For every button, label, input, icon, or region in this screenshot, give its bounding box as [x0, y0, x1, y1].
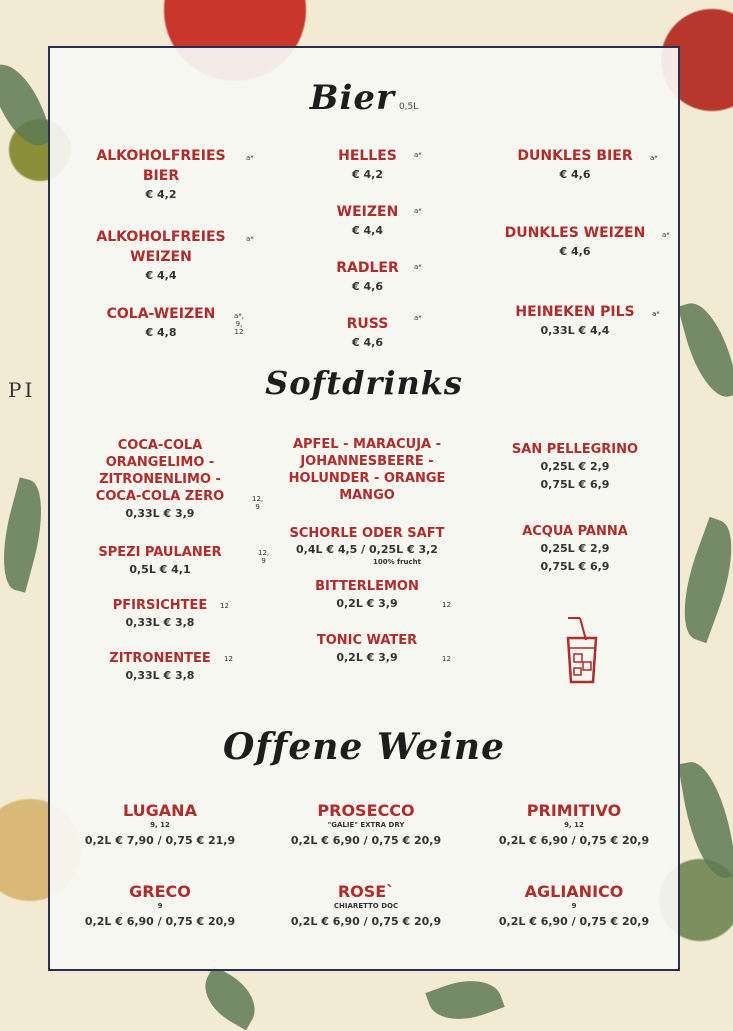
menu-item-russ — [310, 314, 425, 352]
item-price: 0,2L € 6,90 / 0,75 € 20,9 — [290, 915, 442, 928]
weine-title: Offene Weine — [223, 726, 505, 768]
menu-item-aglianico — [484, 882, 664, 931]
menu-item-prosecco — [276, 801, 456, 850]
item-price: 0,2L € 6,90 / 0,75 € 20,9 — [498, 834, 650, 847]
item-price: 0,2L € 7,90 / 0,75 € 21,9 — [84, 834, 236, 847]
item-price: 0,25L € 2,9 — [540, 460, 610, 473]
menu-item-pfirsichtee — [72, 597, 248, 632]
additive-mark: 12 — [220, 602, 229, 610]
item-price: € 4,2 — [352, 168, 383, 181]
item-name: AGLIANICO — [524, 882, 624, 901]
item-name: ALKOHOLFREIES WEIZEN — [96, 229, 226, 265]
item-name: WEIZEN — [336, 204, 399, 220]
additive-mark: 12, 9 — [258, 549, 270, 565]
item-name: RUSS — [346, 316, 389, 332]
bier-size: 0,5L — [398, 102, 419, 112]
item-name: COLA-WEIZEN — [106, 306, 216, 322]
menu-item-greco — [70, 882, 250, 931]
item-name: HEINEKEN PILS — [515, 304, 635, 320]
drink-glass-icon — [562, 614, 602, 690]
item-note: CHIARETTO DOC — [333, 902, 399, 910]
menu-item-weizen — [310, 202, 425, 240]
item-name: DUNKLES BIER — [517, 148, 633, 164]
menu-item-schorle-oder-saft — [272, 525, 462, 567]
item-name-line: HOLUNDER - ORANGE — [288, 471, 446, 486]
item-price: € 4,6 — [559, 168, 591, 181]
item-name: LUGANA — [123, 801, 197, 820]
item-name: SCHORLE ODER SAFT — [289, 526, 445, 541]
item-name: ALKOHOLFREIES BIER — [96, 148, 226, 184]
item-name: RADLER — [336, 260, 399, 276]
item-note: 9, 12 — [150, 821, 170, 829]
additive-mark: a* — [414, 263, 422, 271]
item-name: ROSE` — [337, 882, 395, 901]
menu-item-bitterlemon — [286, 578, 451, 613]
menu-item-san-pellegrino — [500, 441, 650, 494]
menu-item-primitivo — [484, 801, 664, 850]
menu-item-helles — [310, 146, 425, 184]
item-name: ZITRONENTEE — [109, 651, 211, 666]
additive-mark: 12, 9 — [252, 495, 264, 511]
item-price: 0,2L € 6,90 / 0,75 € 20,9 — [290, 834, 442, 847]
menu-item-coca-cola — [70, 437, 264, 523]
item-price: 0,5L € 4,1 — [129, 563, 191, 576]
item-name-line: COCA-COLA ZERO — [95, 489, 225, 504]
item-name: PROSECCO — [317, 801, 415, 820]
item-note: 9, 12 — [564, 821, 584, 829]
menu-item-dunkles-weizen — [480, 223, 670, 261]
item-name: PFIRSICHTEE — [112, 598, 208, 613]
item-name-line: COCA-COLA — [117, 438, 203, 453]
item-price: 0,33L € 4,4 — [540, 324, 610, 337]
item-price: 0,75L € 6,9 — [540, 560, 610, 573]
side-brand-text: PI — [8, 378, 36, 402]
additive-mark: a* — [414, 207, 422, 215]
item-name: SPEZI PAULANER — [98, 545, 222, 560]
additive-mark: a* — [650, 154, 658, 162]
section-title-bier — [50, 78, 678, 118]
menu-item-spezi — [72, 544, 270, 579]
item-price: € 4,4 — [352, 224, 383, 237]
item-name: TONIC WATER — [316, 633, 418, 648]
item-name-line: ORANGELIMO - — [105, 455, 215, 470]
item-price: 0,2L € 3,9 — [336, 651, 398, 664]
menu-item-lugana — [70, 801, 250, 850]
additive-mark: a* — [662, 231, 670, 239]
additive-mark: a* — [414, 314, 422, 322]
menu-item-tonic-water — [286, 632, 451, 667]
item-name: GRECO — [129, 882, 191, 901]
item-note: 100% frucht — [372, 558, 422, 566]
additive-mark: a* — [652, 310, 660, 318]
item-price: 0,75L € 6,9 — [540, 478, 610, 491]
item-name-line: ZITRONENLIMO - — [99, 472, 221, 487]
item-price: 0,4L € 4,5 / 0,25L € 3,2 — [296, 543, 438, 556]
menu-item-dunkles-bier — [490, 146, 660, 184]
item-name: PRIMITIVO — [526, 801, 622, 820]
softdrinks-title: Softdrinks — [265, 364, 463, 402]
item-name: BITTERLEMON — [315, 579, 419, 594]
bier-title: Bier — [309, 78, 395, 118]
item-name: ACQUA PANNA — [522, 524, 628, 539]
item-name: HELLES — [338, 148, 397, 164]
item-price: 0,2L € 3,9 — [336, 597, 398, 610]
item-name: SAN PELLEGRINO — [511, 442, 639, 457]
item-price: € 4,6 — [559, 245, 591, 258]
additive-mark: a* — [414, 151, 422, 159]
item-name-line: MANGO — [339, 488, 395, 503]
additive-mark: 12 — [442, 601, 451, 609]
item-note: 9 — [157, 902, 163, 910]
item-note: 9 — [571, 902, 577, 910]
menu-item-alkoholfreies-bier — [80, 146, 254, 204]
additive-mark: 12 — [224, 655, 233, 663]
menu-panel — [48, 46, 680, 971]
menu-item-cola-weizen — [80, 304, 245, 342]
item-price: 0,33L € 3,8 — [125, 616, 195, 629]
item-name-line: APFEL - MARACUJA - — [292, 437, 442, 452]
menu-item-rose — [276, 882, 456, 931]
item-name: DUNKLES WEIZEN — [504, 225, 646, 241]
item-name-line: JOHANNESBEERE - — [300, 454, 434, 469]
item-price: € 4,2 — [145, 188, 177, 201]
additive-mark: a* — [246, 154, 254, 162]
item-price: € 4,4 — [145, 269, 177, 282]
additive-mark: a*, 9, 12 — [234, 312, 245, 336]
item-price: € 4,6 — [352, 336, 383, 349]
item-price: 0,2L € 6,90 / 0,75 € 20,9 — [498, 915, 650, 928]
menu-item-zitronentee — [72, 650, 248, 685]
item-price: € 4,6 — [352, 280, 383, 293]
menu-item-radler — [310, 258, 425, 296]
item-price: € 4,8 — [145, 326, 177, 339]
additive-mark: a* — [246, 235, 254, 243]
additive-mark: 12 — [442, 655, 451, 663]
section-title-weine — [50, 726, 678, 768]
item-note: "GALIE" EXTRA DRY — [327, 821, 405, 829]
menu-item-acqua-panna — [500, 523, 650, 576]
item-price: 0,33L € 3,9 — [125, 507, 195, 520]
menu-item-alkoholfreies-weizen — [80, 227, 254, 285]
menu-item-schorle-sorten — [272, 436, 462, 504]
menu-item-heineken-pils — [490, 302, 660, 340]
item-price: 0,33L € 3,8 — [125, 669, 195, 682]
item-price: 0,25L € 2,9 — [540, 542, 610, 555]
section-title-softdrinks — [50, 364, 678, 402]
item-price: 0,2L € 6,90 / 0,75 € 20,9 — [84, 915, 236, 928]
